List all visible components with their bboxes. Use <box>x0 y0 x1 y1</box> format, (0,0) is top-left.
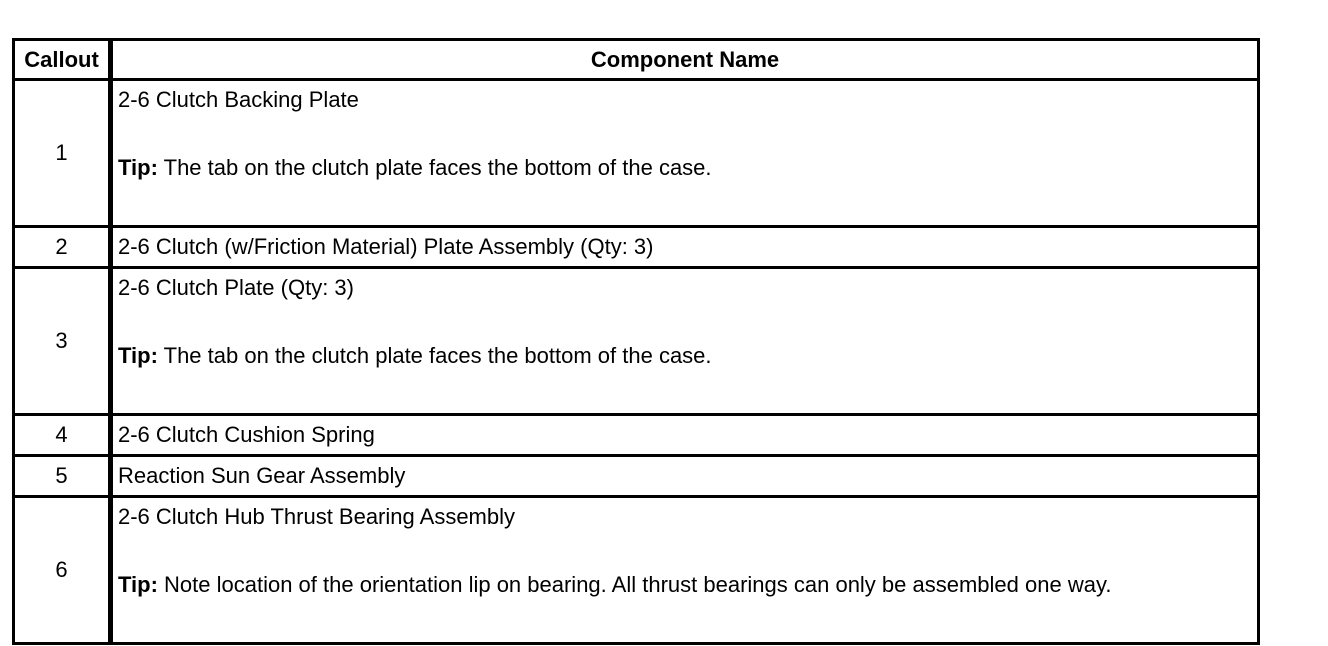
component-cell <box>111 268 1259 415</box>
table-row <box>14 456 1259 497</box>
component-name: 2-6 Clutch Backing Plate <box>118 87 359 112</box>
component-name: Reaction Sun Gear Assembly <box>111 456 1259 497</box>
component-name: 2-6 Clutch Hub Thrust Bearing Assembly <box>118 504 515 529</box>
callout-cell: 1 <box>14 80 111 227</box>
tip-label: Tip: <box>118 155 158 180</box>
callout-cell: 2 <box>14 227 111 268</box>
table-row <box>14 497 1259 644</box>
tip <box>118 343 1257 369</box>
tip-label: Tip: <box>118 343 158 368</box>
tip <box>118 155 1257 181</box>
tip-text: The tab on the clutch plate faces the bottom of the case. <box>157 343 712 368</box>
table-row <box>14 268 1259 415</box>
component-name: 2-6 Clutch (w/Friction Material) Plate Assembly (Qty: 3) <box>111 227 1259 268</box>
callout-cell: 3 <box>14 268 111 415</box>
header-row <box>14 40 1259 80</box>
component-name: 2-6 Clutch Cushion Spring <box>111 415 1259 456</box>
callout-cell: 6 <box>14 497 111 644</box>
component-name: 2-6 Clutch Plate (Qty: 3) <box>118 275 354 300</box>
callout-header: Callout <box>14 40 111 80</box>
callout-cell: 4 <box>14 415 111 456</box>
callout-cell: 5 <box>14 456 111 497</box>
tip <box>118 572 1257 598</box>
table-row <box>14 415 1259 456</box>
component-name-header: Component Name <box>111 40 1259 80</box>
table-row <box>14 227 1259 268</box>
tip-text: The tab on the clutch plate faces the bottom of the case. <box>157 155 712 180</box>
components-table <box>12 38 1260 645</box>
table-row <box>14 80 1259 227</box>
component-cell <box>111 497 1259 644</box>
component-cell <box>111 80 1259 227</box>
tip-text: Note location of the orientation lip on bearing. All thrust bearings can only be assembled one way. <box>157 572 1112 597</box>
tip-label: Tip: <box>118 572 158 597</box>
